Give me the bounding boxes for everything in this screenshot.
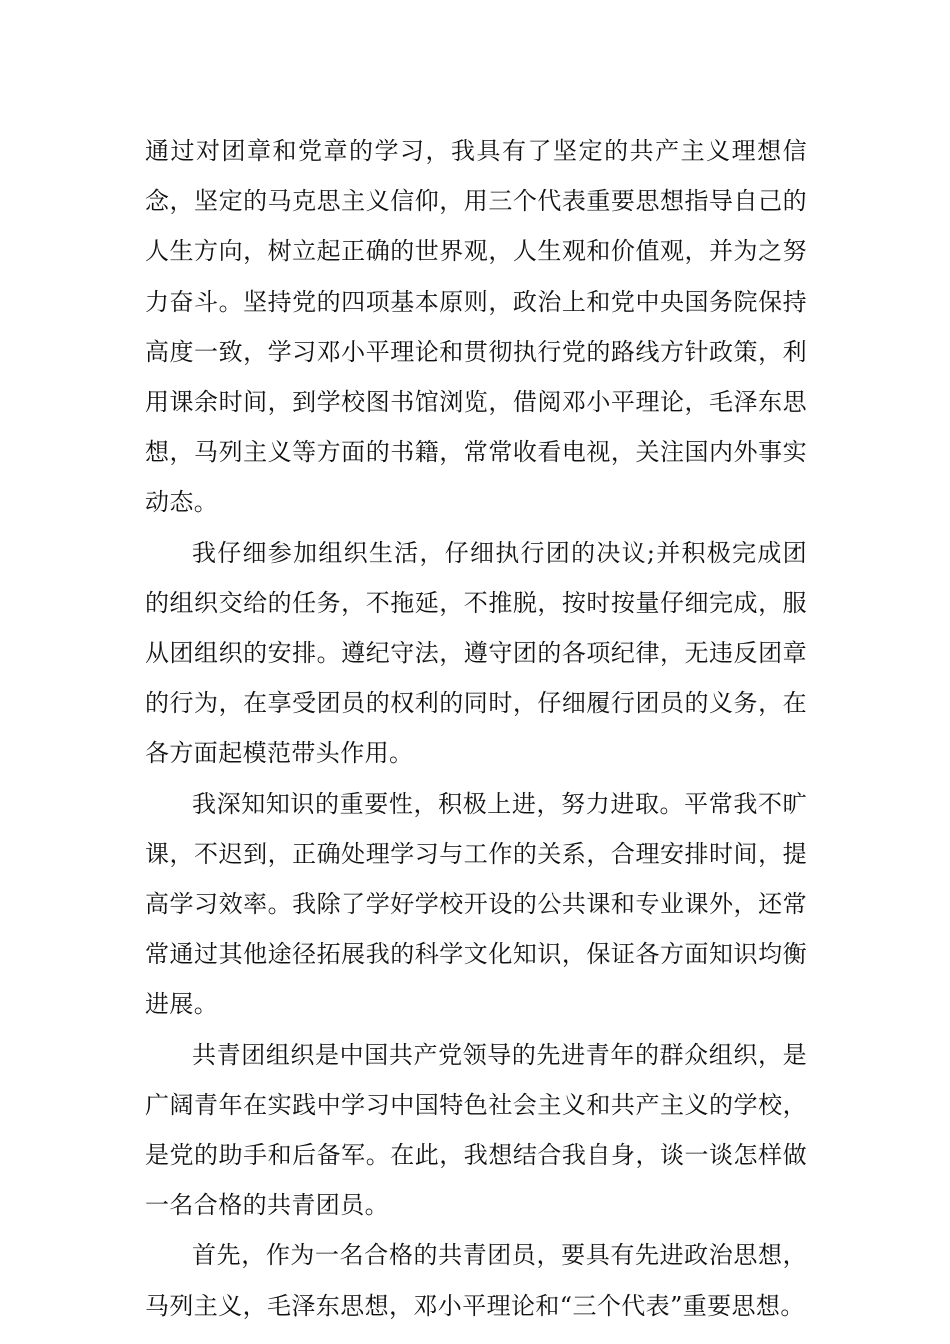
paragraph-4: 共青团组织是中国共产党领导的先进青年的群众组织，是广阔青年在实践中学习中国特色社会主义和共产主义的学校，是党的助手和后备军。在此，我想结合我自身，谈一谈怎样做一名合格的共青团员。 xyxy=(145,1040,807,1220)
paragraph-2: 我仔细参加组织生活，仔细执行团的决议;并积极完成团的组织交给的任务，不拖延，不推脱，按时按量仔细完成，服从团组织的安排。遵纪守法，遵守团的各项纪律，无违反团章的行为，在享受团员的权利的同时，仔细履行团员的义务，在各方面起模范带头作用。 xyxy=(145,538,807,768)
paragraph-5: 首先，作为一名合格的共青团员，要具有先进政治思想，马列主义，毛泽东思想，邓小平理论和“三个代表”重要思想。 xyxy=(145,1241,807,1320)
paragraph-3: 我深知知识的重要性，积极上进，努力进取。平常我不旷课，不迟到，正确处理学习与工作的关系，合理安排时间，提高学习效率。我除了学好学校开设的公共课和专业课外，还常常通过其他途径拓展我的科学文化知识，保证各方面知识均衡进展。 xyxy=(145,789,807,1019)
paragraph-1: 通过对团章和党章的学习，我具有了坚定的共产主义理想信念，坚定的马克思主义信仰，用三个代表重要思想指导自己的人生方向，树立起正确的世界观，人生观和价值观，并为之努力奋斗。坚持党的四项基本原则，政治上和党中央国务院保持高度一致，学习邓小平理论和贯彻执行党的路线方针政策，利用课余时间，到学校图书馆浏览，借阅邓小平理论，毛泽东思想，马列主义等方面的书籍，常常收看电视，关注国内外事实动态。 xyxy=(145,137,807,517)
document-body xyxy=(145,126,807,1331)
